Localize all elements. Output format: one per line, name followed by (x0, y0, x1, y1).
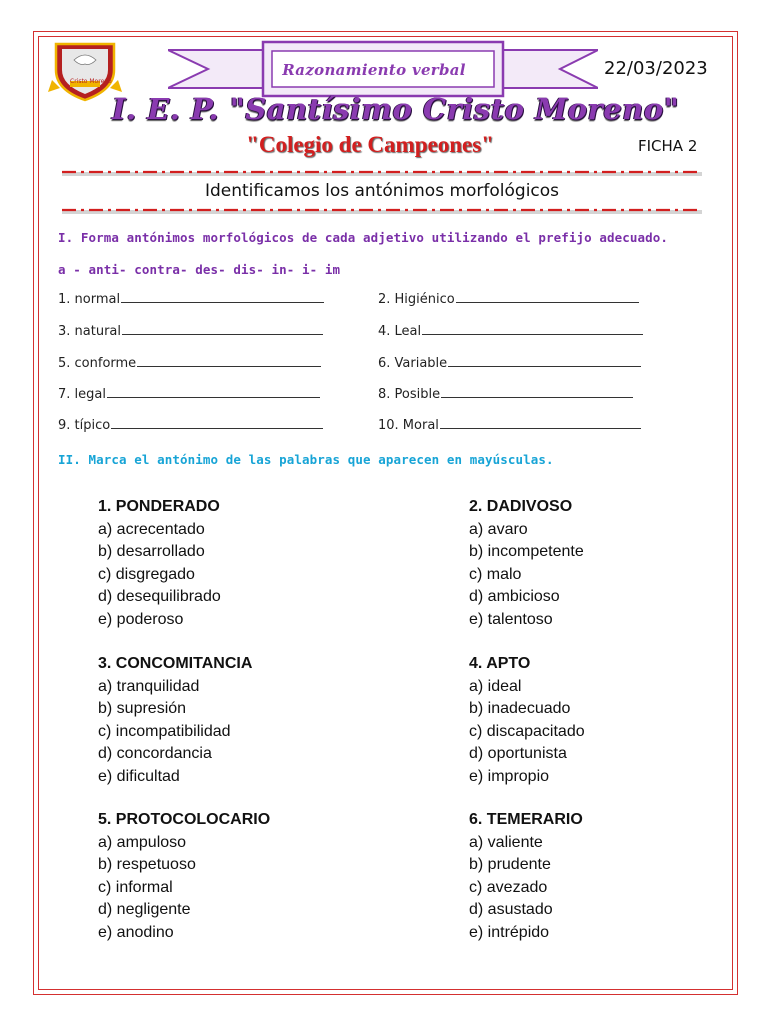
question-block (98, 496, 221, 631)
logo-text: Cristo Moreno (70, 78, 112, 85)
answer-blank[interactable] (440, 417, 641, 429)
item-label: 5. conforme (58, 356, 137, 371)
item-label: 6. Variable (378, 356, 448, 371)
item-label: 1. normal (58, 292, 121, 307)
date: 22/03/2023 (604, 58, 708, 79)
answer-option[interactable]: a) tranquilidad (98, 677, 200, 695)
answer-option[interactable]: e) impropio (469, 767, 550, 785)
worksheet-heading: Identificamos los antónimos morfológicos (204, 181, 560, 201)
answer-option[interactable]: e) dificultad (98, 767, 180, 785)
answer-option[interactable]: e) intrépido (469, 923, 550, 941)
question-block (469, 496, 584, 631)
answer-option[interactable]: c) incompatibilidad (98, 722, 231, 740)
fill-in-item[interactable] (378, 417, 641, 433)
item-label: 9. típico (58, 418, 111, 433)
answer-blank[interactable] (107, 386, 320, 398)
item-label: 10. Moral (378, 418, 439, 433)
answer-option[interactable]: c) disgregado (98, 565, 195, 583)
question-title: 1. PONDERADO (98, 498, 220, 515)
answer-option[interactable]: b) respetuoso (98, 856, 196, 873)
answer-option[interactable]: a) ideal (469, 677, 522, 695)
answer-option[interactable]: c) discapacitado (469, 722, 585, 740)
answer-blank[interactable] (111, 417, 323, 429)
fill-in-item[interactable] (378, 386, 633, 402)
item-label: 4. Leal (378, 324, 422, 339)
answer-option[interactable]: b) supresión (98, 700, 187, 717)
item-label: 2. Higiénico (378, 292, 455, 307)
answer-option[interactable]: d) negligente (98, 901, 191, 918)
answer-option[interactable]: a) valiente (469, 833, 543, 851)
banner-title: Razonamiento verbal (282, 61, 466, 79)
answer-option[interactable]: a) acrecentado (98, 520, 205, 538)
question-title: 3. CONCOMITANCIA (98, 655, 253, 672)
answer-blank[interactable] (456, 291, 639, 303)
ficha-label: FICHA 2 (638, 137, 698, 155)
answer-option[interactable]: b) incompetente (469, 543, 584, 560)
answer-blank[interactable] (137, 355, 321, 367)
answer-option[interactable]: d) concordancia (98, 745, 212, 762)
fill-in-item[interactable] (58, 355, 321, 371)
question-title: 5. PROTOCOLOCARIO (98, 811, 271, 828)
fill-in-item[interactable] (58, 386, 320, 402)
answer-option[interactable]: d) oportunista (469, 745, 567, 762)
divider-top (62, 167, 702, 179)
question-title: 4. APTO (469, 655, 531, 672)
answer-option[interactable]: d) asustado (469, 901, 553, 918)
question-block (469, 653, 585, 788)
answer-blank[interactable] (441, 386, 633, 398)
answer-option[interactable]: e) talentoso (469, 610, 553, 628)
school-motto: "Colegio de Campeones" (246, 132, 494, 157)
item-label: 3. natural (58, 324, 122, 339)
fill-in-item[interactable] (378, 355, 641, 371)
section-1-title: I. Forma antónimos morfológicos de cada adjetivo utilizando el prefijo adecuado. (58, 230, 669, 245)
answer-option[interactable]: c) informal (98, 878, 173, 896)
fill-in-item[interactable] (58, 417, 323, 433)
question-block (98, 653, 252, 788)
question-title: 2. DADIVOSO (469, 498, 573, 515)
item-label: 7. legal (58, 387, 106, 402)
answer-option[interactable]: a) avaro (469, 520, 528, 538)
item-label: 8. Posible (378, 387, 441, 402)
question-block (98, 809, 270, 944)
answer-option[interactable]: b) prudente (469, 856, 551, 873)
answer-option[interactable]: d) ambicioso (469, 588, 560, 605)
prefix-list: a - anti- contra- des- dis- in- i- im (58, 262, 341, 277)
answer-blank[interactable] (122, 323, 323, 335)
section-2-title: II. Marca el antónimo de las palabras que aparecen en mayúsculas. (58, 452, 554, 467)
answer-option[interactable]: c) avezado (469, 878, 548, 896)
answer-blank[interactable] (448, 355, 641, 367)
answer-option[interactable]: c) malo (469, 565, 522, 583)
answer-option[interactable]: a) ampuloso (98, 833, 187, 851)
divider-bottom (62, 205, 702, 217)
school-name: I. E. P. "Santísimo Cristo Moreno" (112, 92, 680, 126)
answer-option[interactable]: e) poderoso (98, 610, 184, 628)
fill-in-item[interactable] (378, 291, 639, 307)
answer-option[interactable]: b) desarrollado (98, 543, 205, 560)
question-title: 6. TEMERARIO (469, 811, 583, 828)
answer-option[interactable]: b) inadecuado (469, 700, 571, 717)
answer-option[interactable]: e) anodino (98, 923, 174, 941)
fill-in-item[interactable] (58, 291, 324, 307)
answer-blank[interactable] (422, 323, 643, 335)
question-block (469, 809, 583, 944)
fill-in-item[interactable] (58, 323, 323, 339)
fill-in-item[interactable] (378, 323, 643, 339)
answer-blank[interactable] (121, 291, 324, 303)
answer-option[interactable]: d) desequilibrado (98, 588, 221, 605)
